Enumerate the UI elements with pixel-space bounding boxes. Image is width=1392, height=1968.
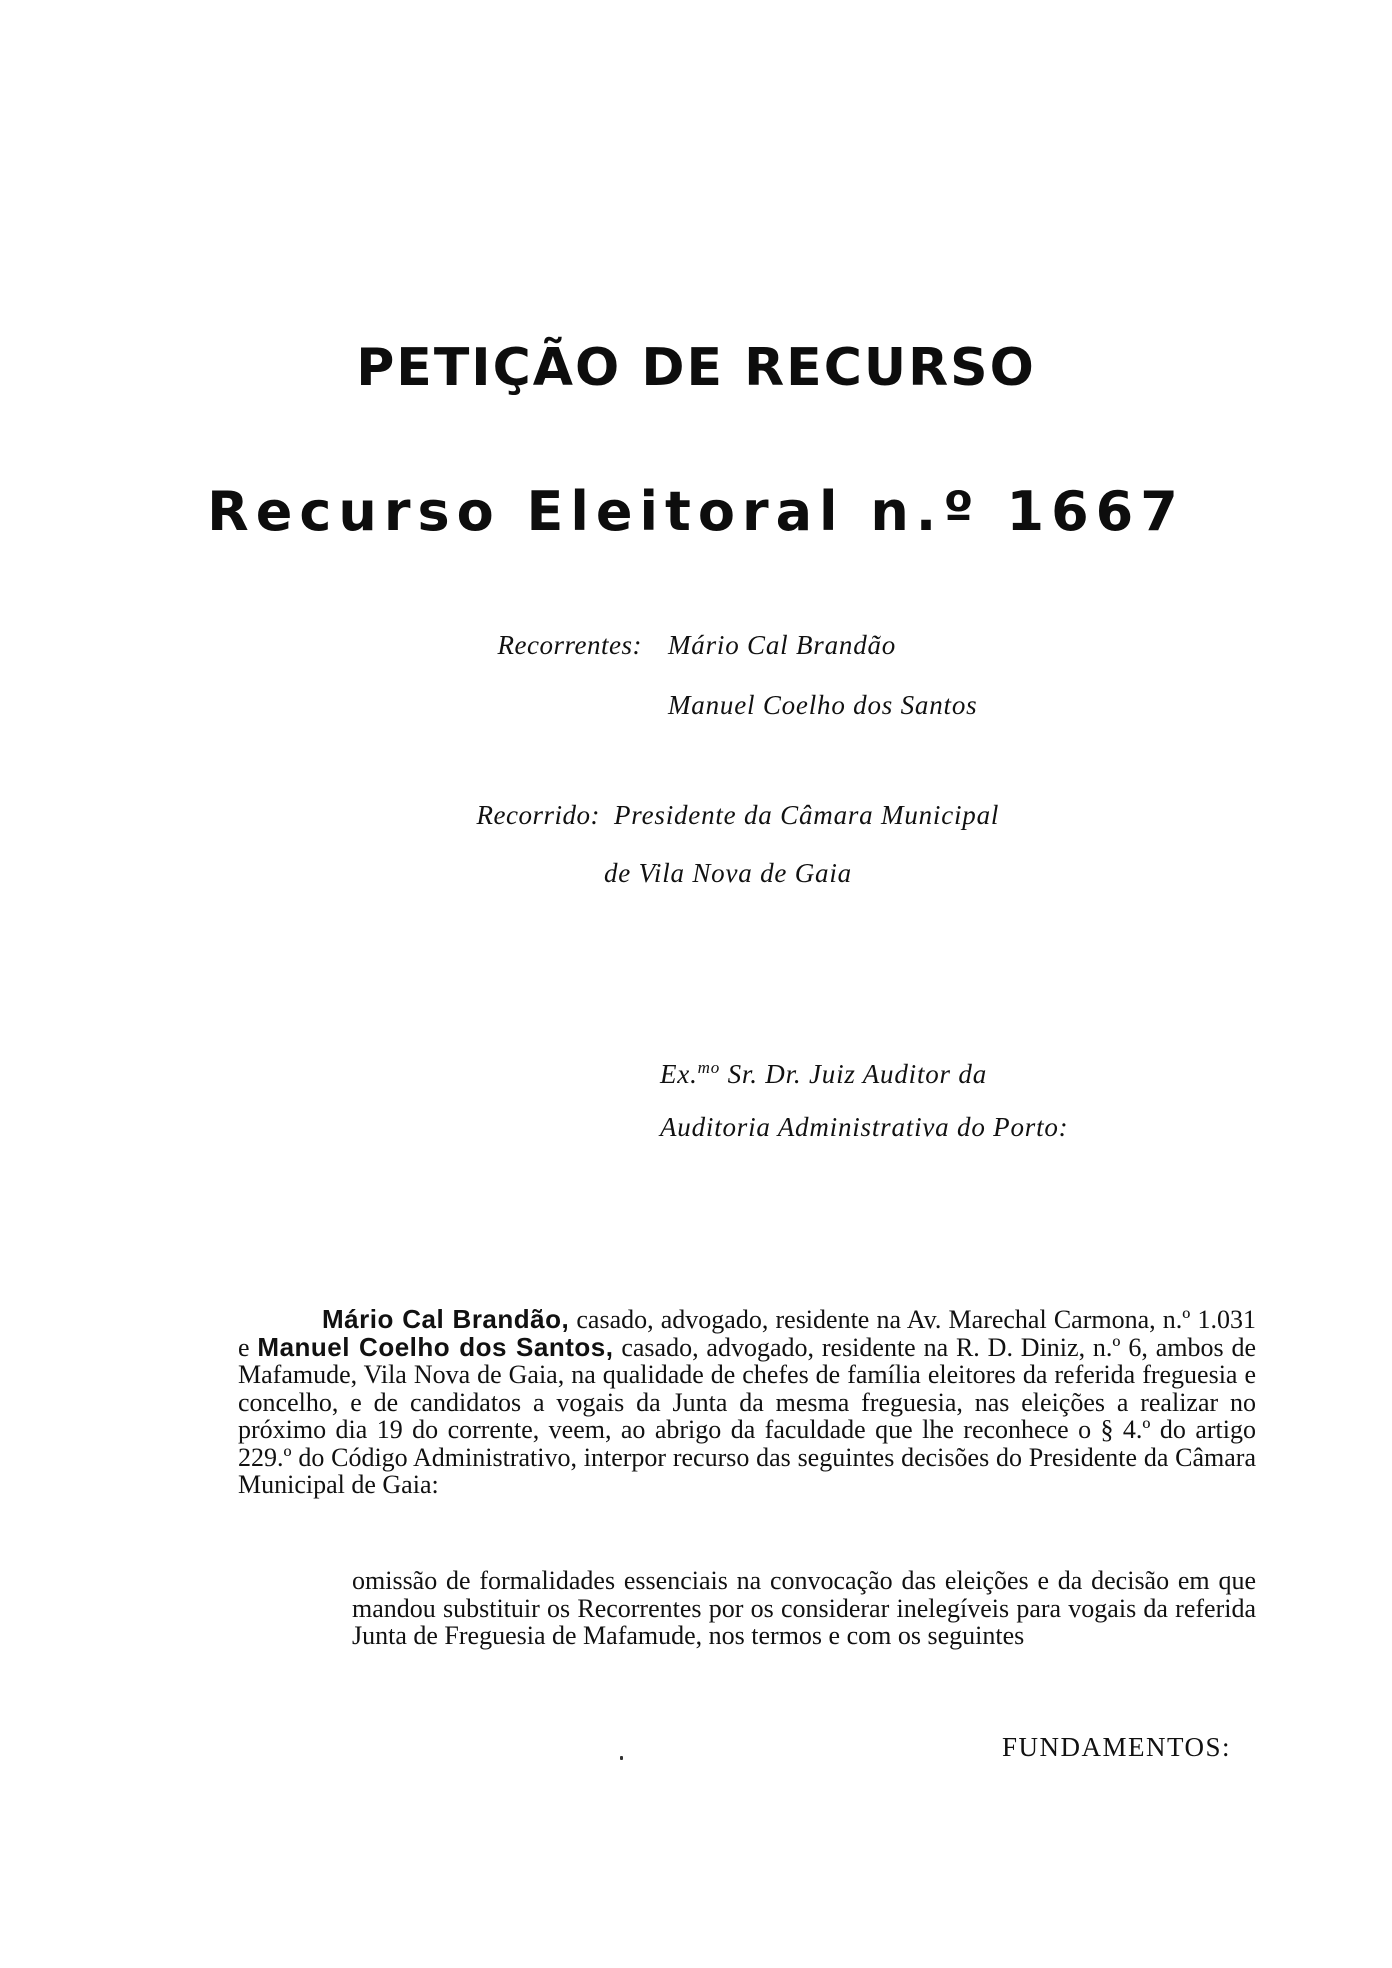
addressee-line-1: Ex.$^{mo}$ Sr. Dr. Juiz Auditor da <box>660 1058 988 1089</box>
appeal-number: Recurso Eleitoral n.º 1667 <box>207 480 1185 543</box>
addressee-line-2: Auditoria Administrativa do Porto: <box>660 1112 1069 1142</box>
recorrente-name-1: Mário Cal Brandão <box>668 630 897 660</box>
recorrido-label: Recorrido: <box>476 800 600 830</box>
recorrido-line-2: de Vila Nova de Gaia <box>604 858 852 888</box>
page-title: PETIÇÃO DE RECURSO <box>356 338 1036 398</box>
recorrentes-label: Recorrentes: <box>497 630 642 660</box>
ink-speck <box>620 1756 623 1760</box>
petitioner-name-1: Mário Cal Brandão, <box>322 1304 570 1334</box>
petition-body: Mário Cal Brandão, casado, advogado, residente na Av. Marechal Carmona, n.º 1.031 e Manuel Coelho dos Santos, casado, advogado, residente na R. D. Diniz, n.º 6, ambos de Mafamude, Vila Nova de Gaia, na qualidade de chefes de família eleitores da referida freguesia e concelho, e de candidatos a vogais da Junta da mesma freguesia, nas eleições a realizar no próximo dia 19 do corrente, veem, ao abrigo da faculdade que lhe reconhece o § 4.º do artigo 229.º do Código Administrativo, interpor recurso das seguintes decisões do Presidente da Câmara Municipal de Gaia: <box>238 1304 1257 1499</box>
recorrente-name-2: Manuel Coelho dos Santos <box>668 690 978 720</box>
petitioner-name-2: Manuel Coelho dos Santos, <box>257 1331 614 1362</box>
fundamentos-heading: FUNDAMENTOS: <box>1002 1732 1232 1762</box>
recorrido-line-1: Presidente da Câmara Municipal <box>614 800 1000 830</box>
decisions-quote: omissão de formalidades essenciais na convocação das eleições e da decisão em que mandou substituir os Recorrentes por os considerar inelegíveis para vogais da referida Junta de Freguesia de Mafamude, nos termos e com os seguintes <box>352 1566 1256 1650</box>
